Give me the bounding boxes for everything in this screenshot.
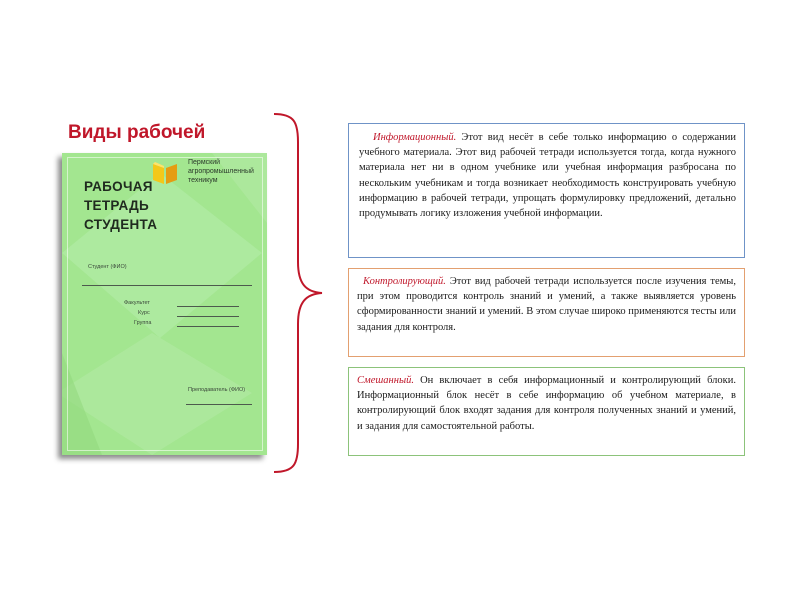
group-line <box>177 326 239 327</box>
control-type-lead: Контролирующий. <box>363 276 446 287</box>
slide-title: Виды рабочей <box>68 122 206 143</box>
publisher-name <box>188 158 267 185</box>
control-type-text: Этот вид рабочей тетради используется после изучения темы, при этом проводится контроль знаний и умений, а также выявляется уровень сформированности знаний и умений. В этом случае широко применяются тесты или задания для контроля. <box>357 276 736 333</box>
control-type-box <box>348 268 745 357</box>
info-type-lead: Информационный. <box>373 132 457 143</box>
mixed-type-lead: Смешанный. <box>357 375 414 386</box>
cover-title-line-3: СТУДЕНТА <box>84 217 158 232</box>
publisher-line-2: агропромышленный <box>188 168 254 175</box>
mixed-type-box <box>348 367 745 456</box>
student-line <box>82 285 252 286</box>
course-line <box>177 316 239 317</box>
info-type-box <box>348 123 745 258</box>
course-label: Курс <box>138 310 150 316</box>
right-brace-icon <box>272 112 328 474</box>
workbook-cover-image <box>62 153 267 455</box>
info-type-text: Этот вид несёт в себе только информацию о содержании учебного материала. Этот вид рабочей тетради используется тогда, когда нужного материала нет ни в одном учебнике или учебная информация разбросана по нескольким учебникам и тогда возникает необходимость конструировать учебную информацию в рабочей тетради, упрощать формулировку предложений, детально продумывать логику изложения учебной информации. <box>359 132 736 220</box>
group-label: Группа <box>134 320 152 326</box>
faculty-line <box>177 306 239 307</box>
student-label: Студент (ФИО) <box>88 264 127 270</box>
teacher-label: Преподаватель (ФИО) <box>188 387 246 393</box>
cover-title-line-1: РАБОЧАЯ <box>84 179 153 194</box>
teacher-line <box>186 404 252 405</box>
publisher-line-1: Пермский <box>188 159 221 166</box>
cover-title-line-2: ТЕТРАДЬ <box>84 198 149 213</box>
cover-title <box>84 177 157 234</box>
faculty-label: Факультет <box>124 300 150 306</box>
publisher-line-3: техникум <box>188 177 218 184</box>
mixed-type-text: Он включает в себя информационный и контролирующий блоки. Информационный блок несёт в себе информацию об учебном материале, в контролирующий блок входят задания для контроля полученных знаний и умений, и задания для самостоятельной работы. <box>357 375 736 432</box>
